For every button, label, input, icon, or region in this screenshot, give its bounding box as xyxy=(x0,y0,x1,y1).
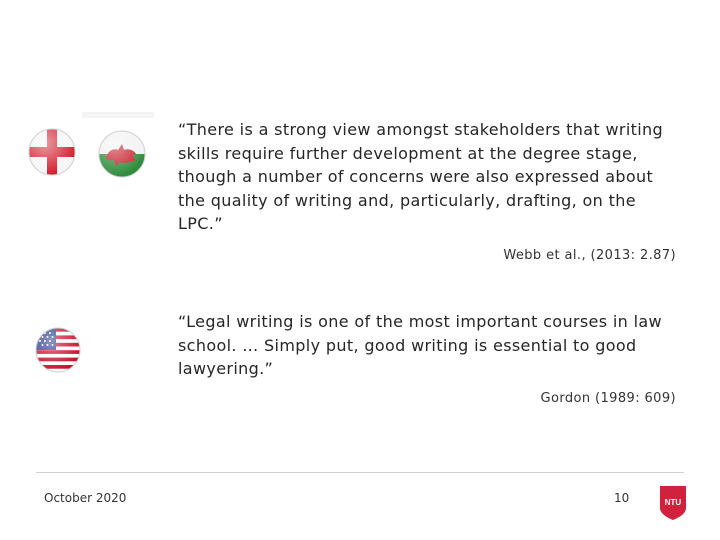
page-number: 10 xyxy=(614,491,630,505)
ntu-logo xyxy=(660,486,686,520)
wales-flag-icon xyxy=(98,130,146,178)
quote-citation: Webb et al., (2013: 2.87) xyxy=(503,248,676,263)
quote-text: “Legal writing is one of the most important courses in law school. … Simply put, good writing is essential to good lawyering.” xyxy=(178,312,662,378)
england-flag-icon xyxy=(28,128,76,176)
usa-flag-icon xyxy=(34,326,82,374)
footer-date: October 2020 xyxy=(44,491,127,505)
footer-divider xyxy=(36,472,684,473)
quote-citation: Gordon (1989: 609) xyxy=(540,391,676,406)
logo-text: NTU xyxy=(664,498,682,507)
quote-text: “There is a strong view amongst stakeholders that writing skills require further development at the degree stage, though a number of concerns were also expressed about the quality of writing and, particularly, drafting, on the LPC.” xyxy=(178,120,664,233)
decorative-smudge xyxy=(82,112,154,118)
